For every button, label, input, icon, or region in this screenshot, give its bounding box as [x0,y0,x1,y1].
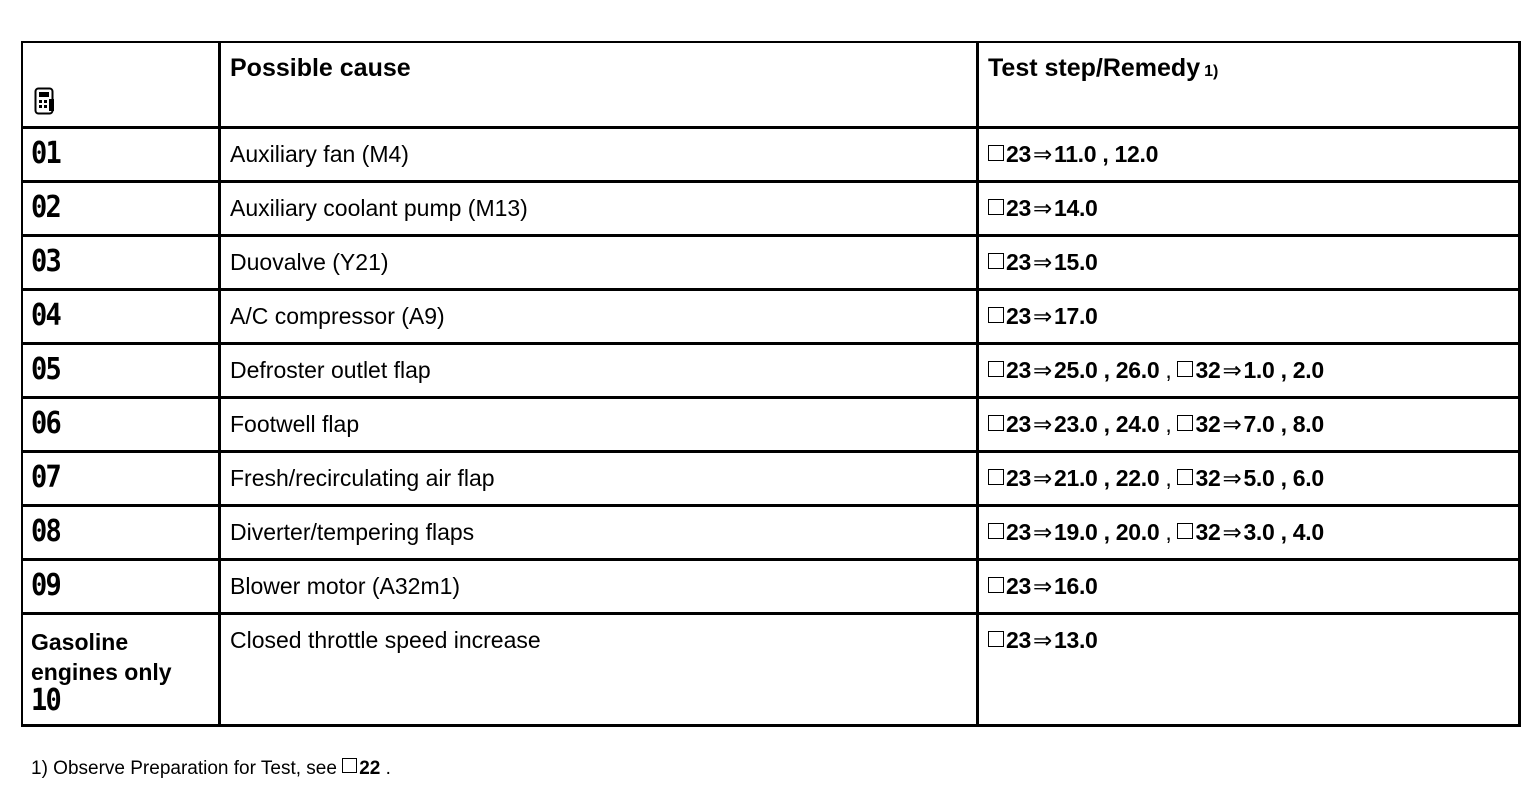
header-cause-label: Possible cause [230,54,411,82]
footnote [31,758,391,780]
header-remedy-cell [978,42,1520,128]
remedy-steps: 19.0 , 20.0 [1053,519,1160,545]
document-box-icon [988,577,1004,593]
remedy-link[interactable] [988,465,1159,491]
table-row [22,614,1520,726]
cause-cell [220,506,978,560]
remedy-ref: 23 [1006,249,1031,275]
code-cell [22,290,220,344]
remedy-ref: 32 [1195,411,1221,437]
remedy-cell [978,560,1520,614]
remedy-cell [978,506,1520,560]
remedy-ref: 32 [1195,465,1221,491]
remedy-cell [978,182,1520,236]
remedy-link[interactable] [1177,519,1323,545]
document-box-icon [1177,415,1193,431]
arrow-icon: ⇒ [1032,627,1052,653]
fault-code: 05 [31,352,60,387]
arrow-icon: ⇒ [1032,465,1052,491]
remedy-link[interactable] [988,303,1098,329]
fault-code: 08 [31,514,60,549]
header-cause-cell [220,42,978,128]
remedy-steps: 7.0 , 8.0 [1243,411,1324,437]
remedy-steps: 5.0 , 6.0 [1243,465,1324,491]
fault-code: 09 [31,568,60,603]
remedy-separator: , [1165,519,1172,545]
remedy-steps: 13.0 [1053,627,1098,653]
code-cell [22,344,220,398]
remedy-ref: 23 [1006,519,1031,545]
remedy-link[interactable] [988,249,1098,275]
arrow-icon: ⇒ [1222,357,1242,383]
cause-cell [220,182,978,236]
table-header-row [22,42,1520,128]
document-box-icon [988,469,1004,485]
remedy-steps: 14.0 [1053,195,1098,221]
cause-text: Footwell flap [230,411,360,437]
remedy-cell [978,236,1520,290]
arrow-icon: ⇒ [1032,411,1052,437]
code-cell [22,398,220,452]
table-row [22,398,1520,452]
code-cell [22,236,220,290]
document-box-icon [988,415,1004,431]
remedy-steps: 3.0 , 4.0 [1243,519,1324,545]
arrow-icon: ⇒ [1032,519,1052,545]
document-box-icon [988,253,1004,269]
remedy-ref: 23 [1006,627,1031,653]
remedy-steps: 1.0 , 2.0 [1243,357,1324,383]
document-box-icon [988,361,1004,377]
arrow-icon: ⇒ [1032,303,1052,329]
cause-text: Defroster outlet flap [230,357,431,383]
cause-cell [220,236,978,290]
cause-cell [220,290,978,344]
code-cell [22,182,220,236]
remedy-steps: 16.0 [1053,573,1098,599]
diagnostic-device-icon [34,87,56,115]
table-row [22,344,1520,398]
fault-code: 01 [31,136,60,171]
header-remedy-label: Test step/Remedy [988,54,1201,82]
remedy-steps: 25.0 , 26.0 [1053,357,1160,383]
fault-code: 06 [31,406,60,441]
remedy-cell [978,452,1520,506]
remedy-ref: 23 [1006,195,1031,221]
remedy-link[interactable] [988,195,1098,221]
arrow-icon: ⇒ [1032,195,1052,221]
cause-text: Auxiliary coolant pump (M13) [230,195,528,221]
fault-code-table [21,41,1521,727]
footnote-end: . [385,758,391,779]
remedy-ref: 23 [1006,357,1031,383]
table-row [22,560,1520,614]
table-row [22,128,1520,182]
header-code-cell [22,42,220,128]
remedy-steps: 11.0 , 12.0 [1053,141,1159,167]
remedy-cell [978,398,1520,452]
remedy-steps: 21.0 , 22.0 [1053,465,1160,491]
remedy-steps: 17.0 [1053,303,1098,329]
code-cell [22,506,220,560]
remedy-cell [978,344,1520,398]
remedy-link[interactable] [988,573,1098,599]
table-row [22,290,1520,344]
code-cell [22,452,220,506]
remedy-ref: 32 [1195,357,1221,383]
header-remedy-footnote-mark: 1) [1204,63,1219,80]
cause-text: Closed throttle speed increase [230,627,541,653]
remedy-separator: , [1165,465,1172,491]
remedy-ref: 23 [1006,465,1031,491]
table-row [22,182,1520,236]
remedy-cell [978,290,1520,344]
cause-text: Diverter/tempering flaps [230,519,475,545]
remedy-steps: 15.0 [1053,249,1098,275]
arrow-icon: ⇒ [1222,465,1242,491]
fault-code: 03 [31,244,60,279]
cause-text: Fresh/recirculating air flap [230,465,495,491]
remedy-cell [978,614,1520,726]
remedy-link[interactable] [988,141,1158,167]
document-box-icon [988,199,1004,215]
arrow-icon: ⇒ [1032,573,1052,599]
arrow-icon: ⇒ [1032,249,1052,275]
document-box-icon [988,145,1004,161]
fault-code: 07 [31,460,60,495]
code-cell [22,128,220,182]
cause-cell [220,128,978,182]
fault-code: 02 [31,190,60,225]
arrow-icon: ⇒ [1032,357,1052,383]
qualifier-line-1: Gasoline [31,629,129,655]
remedy-ref: 23 [1006,303,1031,329]
document-box-icon [1177,469,1193,485]
fault-code: 10 [31,683,60,718]
document-box-icon [1177,361,1193,377]
remedy-link[interactable] [1177,465,1323,491]
code-cell [22,614,220,726]
remedy-cell [978,128,1520,182]
remedy-link[interactable] [988,357,1159,383]
remedy-separator: , [1165,411,1172,437]
remedy-steps: 23.0 , 24.0 [1053,411,1160,437]
cause-cell [220,344,978,398]
fault-code: 04 [31,298,60,333]
arrow-icon: ⇒ [1222,411,1242,437]
remedy-ref: 32 [1195,519,1221,545]
cause-text: Duovalve (Y21) [230,249,389,275]
remedy-link[interactable] [1177,411,1323,437]
cause-cell [220,398,978,452]
remedy-separator: , [1165,357,1172,383]
table-row [22,506,1520,560]
remedy-link[interactable] [988,627,1098,653]
cause-cell [220,452,978,506]
footnote-text: 1) Observe Preparation for Test, see [31,758,337,779]
document-box-icon [1177,523,1193,539]
document-box-icon [988,523,1004,539]
remedy-ref: 23 [1006,141,1031,167]
remedy-link[interactable] [1177,357,1323,383]
code-cell [22,560,220,614]
cause-cell [220,560,978,614]
arrow-icon: ⇒ [1222,519,1242,545]
table-row [22,452,1520,506]
remedy-ref: 23 [1006,411,1031,437]
remedy-link[interactable] [988,411,1159,437]
remedy-link[interactable] [988,519,1159,545]
cause-text: Auxiliary fan (M4) [230,141,409,167]
table-row [22,236,1520,290]
arrow-icon: ⇒ [1032,141,1052,167]
cause-cell [220,614,978,726]
cause-text: A/C compressor (A9) [230,303,445,329]
document-box-icon [342,758,357,773]
footnote-ref[interactable]: 22 [359,758,381,779]
document-box-icon [988,307,1004,323]
document-box-icon [988,631,1004,647]
cause-text: Blower motor (A32m1) [230,573,461,599]
remedy-ref: 23 [1006,573,1031,599]
qualifier-line-2: engines only [31,659,172,685]
